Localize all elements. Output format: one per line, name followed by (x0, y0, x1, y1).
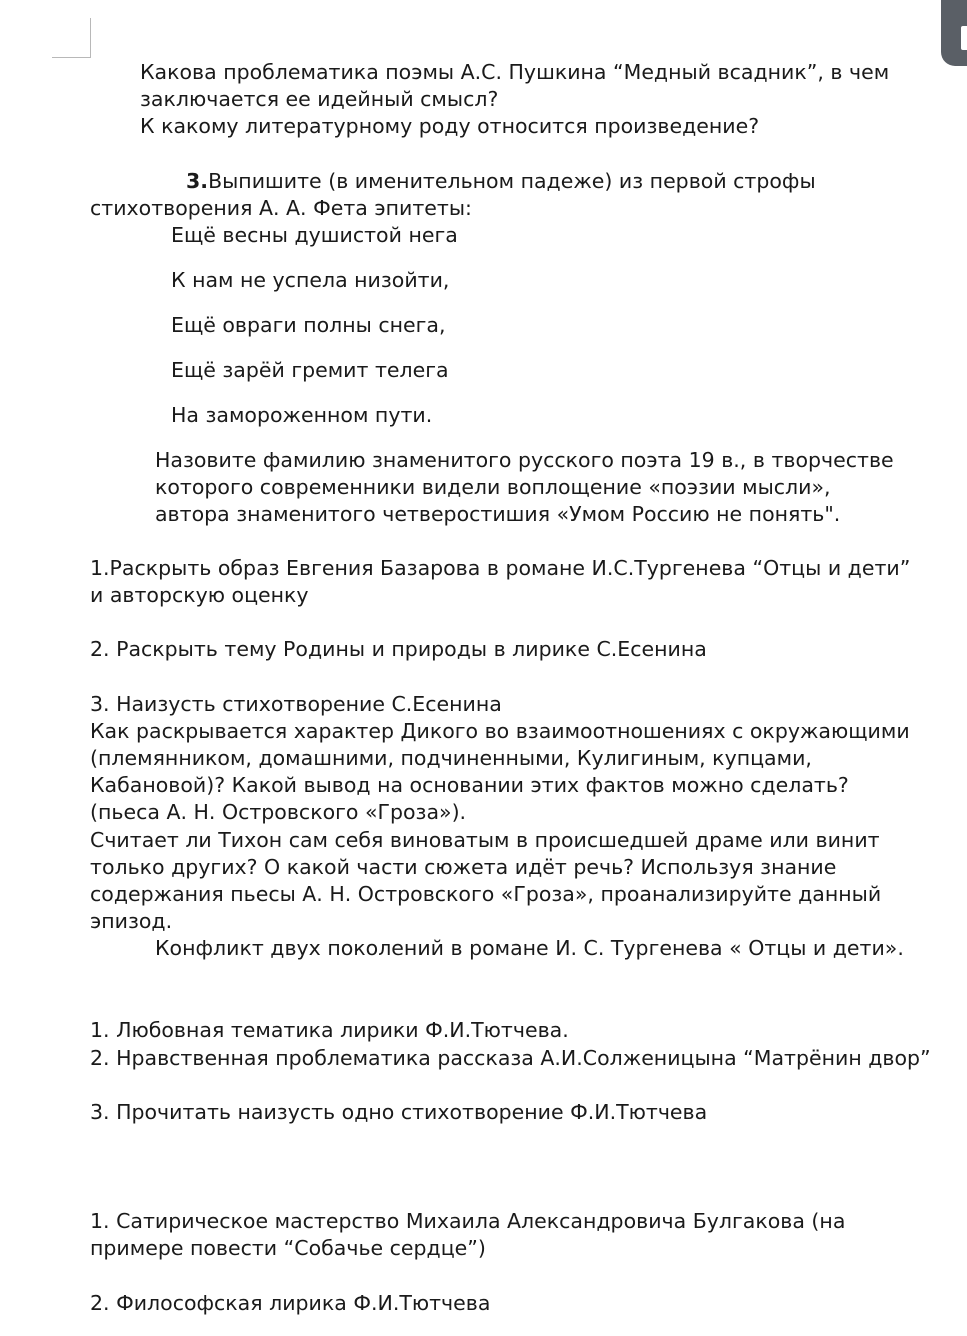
text-line: (пьеса А. Н. Островского «Гроза»). (90, 800, 467, 824)
text-line: Какова проблематика поэмы А.С. Пушкина “Медный всадник”, в чем (140, 60, 890, 84)
verse-line: Ещё весны душистой нега (171, 223, 458, 247)
text-line: заключается ее идейный смысл? (140, 87, 499, 111)
page-corner-mark (52, 18, 91, 58)
text-line: 1. Сатирическое мастерство Михаила Александровича Булгакова (на (90, 1209, 846, 1233)
text-line: Кабановой)? Какой вывод на основании этих фактов можно сделать? (90, 773, 849, 797)
verse-line: К нам не успела низойти, (171, 268, 450, 292)
text-line: К какому литературному роду относится произведение? (140, 114, 760, 138)
text-line: стихотворения А. А. Фета эпитеты: (90, 196, 472, 220)
text-line: Как раскрывается характер Дикого во взаимоотношениях с окружающими (90, 719, 910, 743)
text-line: эпизод. (90, 909, 173, 933)
question-text: Выпишите (в именительном падеже) из первой строфы (208, 169, 816, 193)
text-line: содержания пьесы А. Н. Островского «Гроза», проанализируйте данный (90, 882, 882, 906)
text-line: и авторскую оценку (90, 583, 309, 607)
text-line: которого современники видели воплощение «поэзии мысли», (155, 475, 831, 499)
question-number: 3. (186, 169, 209, 193)
text-line: 3. Прочитать наизусть одно стихотворение Ф.И.Тютчева (90, 1100, 708, 1124)
verse-line: Ещё зарёй гремит телега (171, 358, 449, 382)
verse-line: На замороженном пути. (171, 403, 433, 427)
text-line: 2. Раскрыть тему Родины и природы в лирике С.Есенина (90, 637, 707, 661)
text-line: Считает ли Тихон сам себя виноватым в происшедшей драме или винит (90, 828, 880, 852)
text-line: автора знаменитого четверостишия «Умом Россию не понять". (155, 502, 841, 526)
question-3-line (186, 168, 816, 195)
text-line: (племянником, домашними, подчиненными, Кулигиным, купцами, (90, 746, 812, 770)
text-line: Конфликт двух поколений в романе И. С. Тургенева « Отцы и дети». (155, 936, 904, 960)
text-line: примере повести “Собачье сердце”) (90, 1236, 486, 1260)
verse-line: Ещё овраги полны снега, (171, 313, 446, 337)
text-line: 2. Философская лирика Ф.И.Тютчева (90, 1291, 491, 1315)
text-line: только других? О какой части сюжета идёт речь? Используя знание (90, 855, 837, 879)
text-line: 1.Раскрыть образ Евгения Базарова в романе И.С.Тургенева “Отцы и дети” (90, 556, 911, 580)
text-line: 3. Наизусть стихотворение С.Есенина (90, 692, 502, 716)
text-line: 1. Любовная тематика лирики Ф.И.Тютчева. (90, 1018, 569, 1042)
side-panel-tab[interactable] (941, 0, 967, 66)
text-line: Назовите фамилию знаменитого русского поэта 19 в., в творчестве (155, 448, 894, 472)
text-line: 2. Нравственная проблематика рассказа А.И.Солженицына “Матрёнин двор” (90, 1046, 931, 1070)
